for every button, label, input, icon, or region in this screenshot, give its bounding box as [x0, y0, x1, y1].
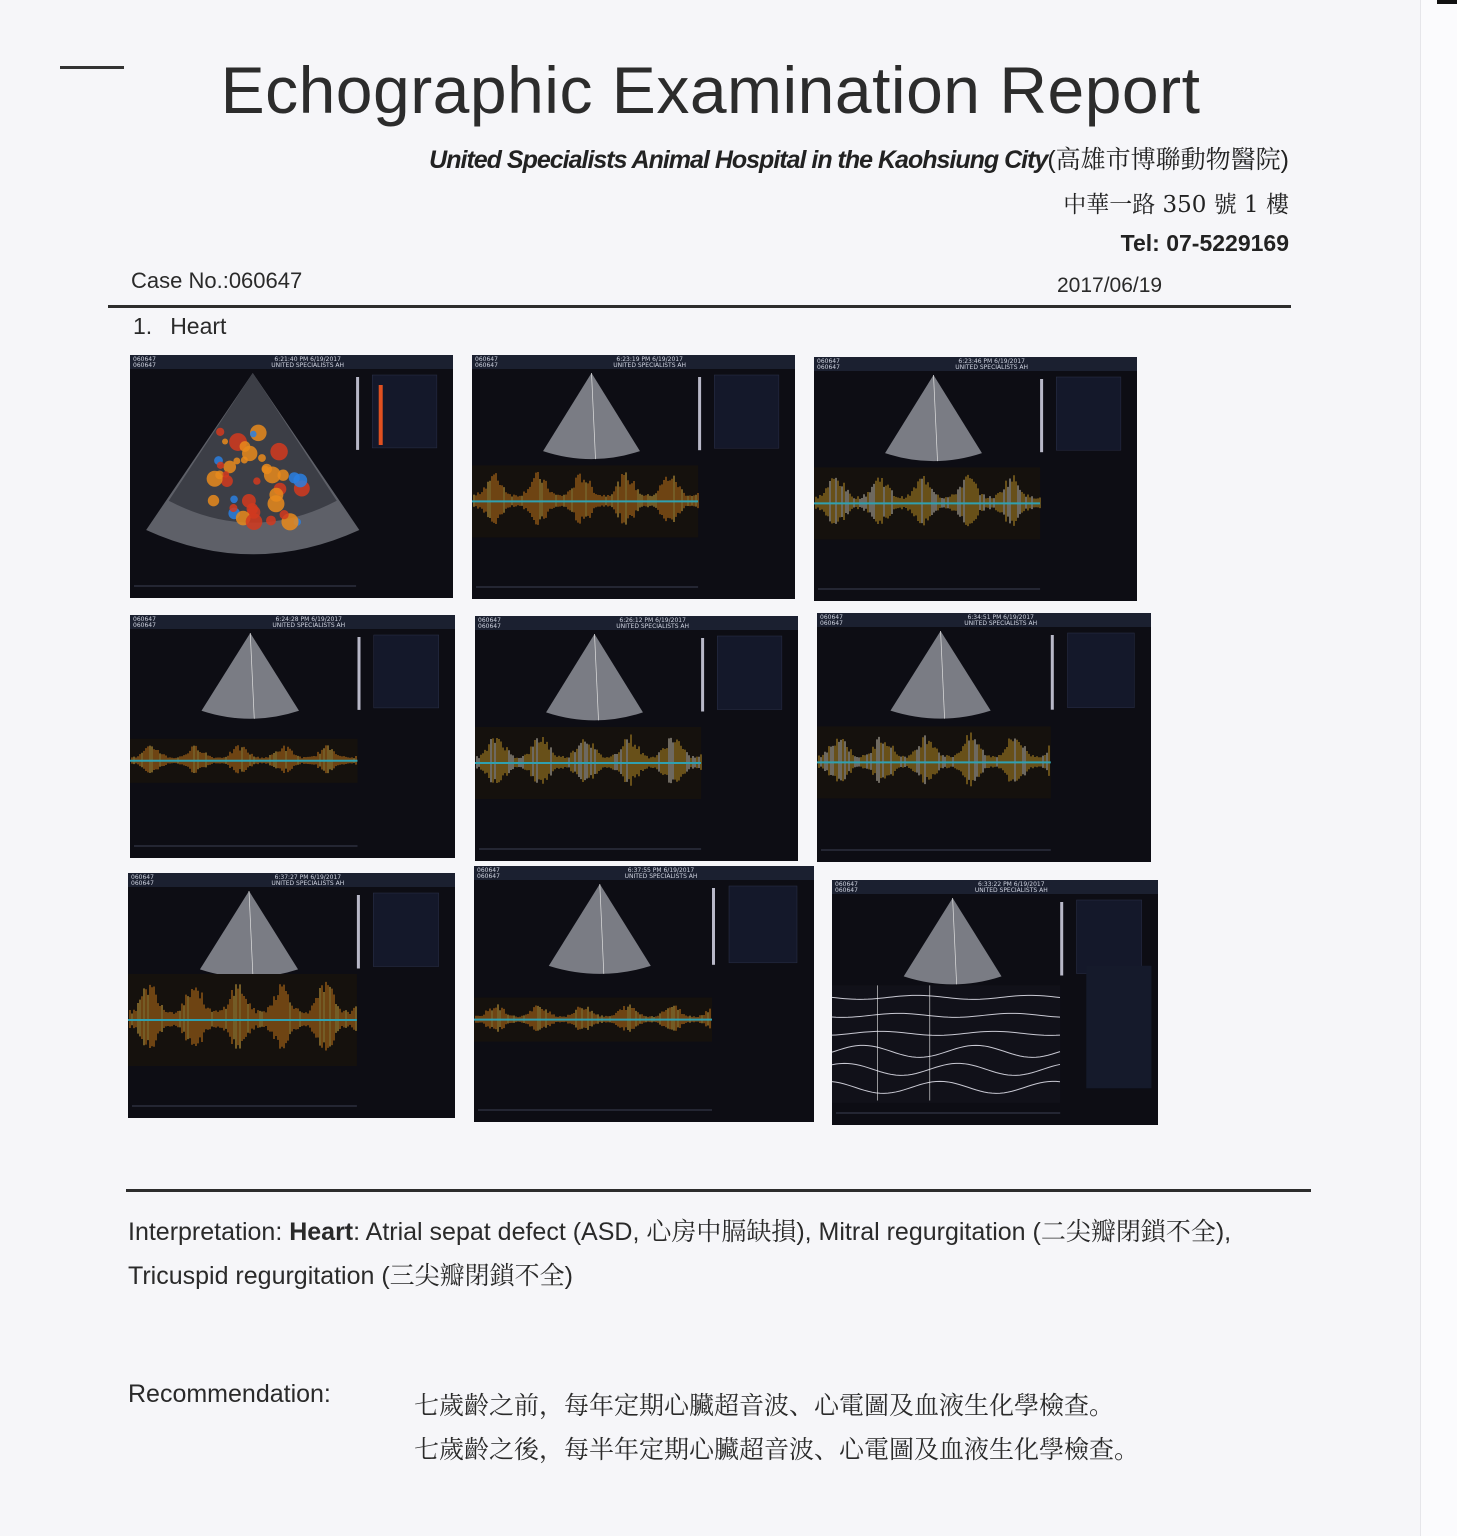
sector-preview — [890, 631, 990, 719]
color-bar — [379, 385, 383, 445]
doppler-blob — [253, 477, 260, 484]
doppler-blob — [250, 431, 257, 438]
m-mode-area — [832, 985, 1060, 1103]
interpretation-text: : Atrial sepat defect (ASD, 心房中膈缺損), Mitral regurgitation (二尖瓣閉鎖不全), Tricuspid regurgitation (三尖瓣閉鎖不全) — [128, 1218, 1232, 1290]
report-title — [0, 52, 1457, 128]
info-panel — [729, 886, 797, 963]
echo-image-graphic — [128, 873, 455, 1118]
doppler-blob — [233, 457, 240, 464]
image-case-id: 060647 — [133, 622, 156, 629]
section-number: 1. — [133, 313, 153, 339]
recommendation-label: Recommendation: — [128, 1380, 331, 1408]
image-timestamp: 6:24:28 PM 6/19/2017 — [275, 616, 343, 623]
sector-preview — [549, 884, 651, 974]
interpretation-label: Interpretation: — [128, 1218, 290, 1246]
image-clinic: UNITED SPECIALISTS AH — [271, 880, 345, 887]
hospital-name — [429, 140, 1289, 176]
echo-image-7 — [128, 873, 455, 1118]
image-case-id: 060647 — [133, 356, 156, 363]
report-date: 2017/06/19 — [1057, 274, 1163, 297]
gray-scale-bar — [698, 377, 701, 450]
interpretation — [128, 1210, 1298, 1298]
image-timestamp: 6:21:40 PM 6/19/2017 — [274, 356, 341, 363]
recommendation-lines — [414, 1384, 1139, 1472]
image-case-id: 060647 — [820, 614, 843, 621]
echo-image-graphic — [817, 613, 1151, 862]
echo-image-graphic — [130, 615, 455, 858]
gray-scale-bar — [358, 637, 361, 710]
sector-preview — [904, 898, 1002, 984]
echo-image-9 — [832, 880, 1158, 1125]
image-timestamp: 6:37:27 PM 6/19/2017 — [274, 874, 342, 881]
info-panel — [373, 893, 438, 967]
image-timestamp: 6:23:46 PM 6/19/2017 — [958, 358, 1025, 365]
doppler-blob — [277, 470, 288, 481]
image-case-id: 060647 — [133, 362, 156, 369]
corner-mark — [1437, 0, 1457, 4]
interpretation-organ: Heart — [289, 1218, 354, 1246]
sector-preview — [202, 633, 300, 719]
gray-scale-bar — [356, 377, 359, 450]
doppler-blob — [207, 471, 223, 487]
doppler-blob — [230, 496, 238, 504]
sector-preview — [200, 891, 298, 977]
hospital-name-zh: (高雄市博聯動物醫院) — [1047, 146, 1289, 174]
echo-image-4 — [130, 615, 455, 858]
echo-image-5 — [475, 616, 798, 861]
header-divider — [108, 305, 1291, 308]
doppler-blob — [222, 438, 228, 444]
gray-scale-bar — [357, 895, 360, 969]
hospital-address: 中華一路 350 號 1 樓 — [1063, 192, 1289, 218]
page-edge — [1420, 0, 1457, 1536]
image-case-id: 060647 — [817, 358, 840, 365]
image-case-id: 060647 — [131, 874, 154, 881]
sector-preview — [885, 375, 982, 461]
recommendation-line-1: 七歲齡之前，每年定期心臟超音波、心電圖及血液生化學檢查。 — [414, 1391, 1115, 1420]
echo-image-graphic — [814, 357, 1137, 601]
echo-image-3 — [814, 357, 1137, 601]
image-case-id: 060647 — [835, 887, 858, 894]
section-heading — [133, 313, 226, 340]
image-case-id: 060647 — [475, 362, 498, 369]
echo-image-2 — [472, 355, 795, 599]
image-clinic: UNITED SPECIALISTS AH — [272, 622, 346, 629]
doppler-blob — [266, 516, 276, 526]
doppler-blob — [223, 471, 230, 478]
image-case-id: 060647 — [835, 881, 858, 888]
info-panel — [1068, 633, 1135, 708]
image-case-id: 060647 — [817, 364, 840, 371]
doppler-blob — [270, 443, 287, 460]
echo-image-graphic — [474, 866, 814, 1122]
image-clinic: UNITED SPECIALISTS AH — [616, 623, 690, 630]
info-panel — [1077, 900, 1142, 974]
image-case-id: 060647 — [477, 867, 500, 874]
image-case-id: 060647 — [131, 880, 154, 887]
echo-image-graphic — [475, 616, 798, 861]
images-divider — [126, 1189, 1311, 1192]
echo-image-graphic — [472, 355, 795, 599]
echo-image-6 — [817, 613, 1151, 862]
image-timestamp: 6:34:51 PM 6/19/2017 — [967, 614, 1034, 621]
doppler-blob — [240, 441, 251, 452]
image-clinic: UNITED SPECIALISTS AH — [624, 873, 698, 880]
image-timestamp: 6:23:19 PM 6/19/2017 — [616, 356, 683, 363]
doppler-blob — [216, 428, 224, 436]
doppler-blob — [258, 454, 266, 462]
echo-image-8 — [474, 866, 814, 1122]
doppler-blob — [217, 462, 224, 469]
image-case-id: 060647 — [478, 623, 501, 630]
info-panel — [717, 636, 782, 710]
sector-preview — [543, 373, 640, 459]
hospital-name-en: United Specialists Animal Hospital in the Kaohsiung City — [429, 146, 1048, 174]
doppler-blob — [293, 474, 307, 488]
gray-scale-bar — [701, 638, 704, 712]
image-timestamp: 6:37:55 PM 6/19/2017 — [627, 867, 695, 874]
doppler-blob — [241, 457, 248, 464]
image-clinic: UNITED SPECIALISTS AH — [613, 362, 687, 369]
info-panel — [714, 375, 779, 448]
image-case-id: 060647 — [477, 873, 500, 880]
image-case-id: 060647 — [475, 356, 498, 363]
gray-scale-bar — [1060, 902, 1063, 976]
echo-image-1 — [130, 355, 453, 598]
sector-preview — [546, 634, 643, 720]
image-timestamp: 6:26:12 PM 6/19/2017 — [619, 617, 686, 624]
case-number: Case No.:060647 — [131, 268, 303, 293]
info-panel — [1056, 377, 1121, 450]
measurement-panel — [1086, 966, 1151, 1089]
report-title-text: Echographic Examination Report — [220, 53, 1201, 127]
echo-image-graphic — [832, 880, 1158, 1125]
hospital-tel: Tel: 07-5229169 — [1120, 230, 1289, 256]
section-label: Heart — [170, 313, 227, 339]
doppler-blob — [280, 510, 289, 519]
image-clinic: UNITED SPECIALISTS AH — [955, 364, 1029, 371]
image-timestamp: 6:33:22 PM 6/19/2017 — [978, 881, 1045, 888]
image-clinic: UNITED SPECIALISTS AH — [271, 362, 345, 369]
recommendation-line-2: 七歲齡之後，每半年定期心臟超音波、心電圖及血液生化學檢查。 — [414, 1435, 1140, 1464]
doppler-blob — [208, 495, 219, 506]
doppler-blob — [246, 513, 263, 530]
gray-scale-bar — [1040, 379, 1043, 452]
image-clinic: UNITED SPECIALISTS AH — [974, 887, 1048, 894]
echo-image-graphic — [130, 355, 453, 598]
image-case-id: 060647 — [133, 616, 156, 623]
doppler-blob — [268, 495, 285, 512]
info-panel — [374, 635, 439, 708]
gray-scale-bar — [712, 888, 715, 965]
doppler-blob — [229, 504, 237, 512]
image-clinic: UNITED SPECIALISTS AH — [964, 620, 1038, 627]
image-case-id: 060647 — [478, 617, 501, 624]
image-case-id: 060647 — [820, 620, 843, 627]
gray-scale-bar — [1051, 635, 1054, 710]
